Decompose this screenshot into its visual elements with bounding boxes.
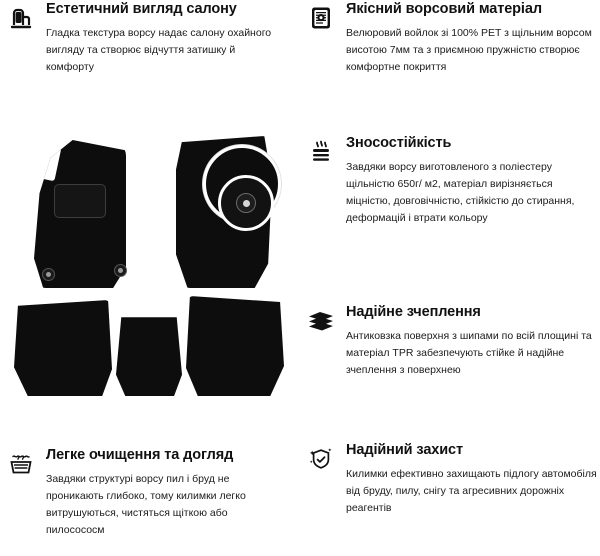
durability-shield-icon — [306, 137, 336, 167]
rear-right-mat — [186, 296, 284, 396]
mat-eyelet-zoomed — [236, 193, 256, 213]
feature-text: Завдяки ворсу виготовленого з поліестеру щільністю 650г/ м2, матеріал вирізняється міцністю, довговічністю, стійкістю до стирання, деформацій і втрати кольору — [346, 160, 575, 225]
driver-mat-heel-pad — [54, 184, 106, 218]
feature-title: Зносостійкість — [346, 135, 452, 151]
feature-block-look — [6, 2, 281, 76]
car-floor-mats-set — [0, 118, 292, 418]
feature-title: Легке очищення та догляд — [46, 447, 234, 463]
mat-eyelet — [42, 268, 55, 281]
sparkle-shield-icon — [306, 444, 336, 474]
feature-title: Якісний ворсовий матеріал — [346, 1, 542, 17]
washing-care-icon — [6, 449, 36, 479]
feature-title: Надійне зчеплення — [346, 304, 481, 320]
feature-text: Завдяки структурі ворсу пил і бруд не проникають глибоко, тому килимки легко витрушуються, чистяться щіткою або пилосососм — [46, 472, 246, 537]
feature-text: Гладка текстура ворсу надає салону охайного вигляду та створює відчуття затишку й комфорту — [46, 26, 272, 74]
feature-text: Велюровий войлок зі 100% PET з щільним ворсом висотою 7мм та з приємною пружністю створює комфортне покриття — [346, 26, 592, 74]
layers-grip-icon — [306, 306, 336, 336]
driver-mat-cutout — [39, 145, 62, 182]
feature-title: Надійний захист — [346, 442, 464, 458]
feature-text: Килимки ефективно захищають підлогу автомобіля від бруду, пилу, снігу та агресивних дорожніх реагентів — [346, 467, 597, 515]
feature-block-material — [306, 2, 598, 76]
feature-block-wear — [306, 136, 598, 227]
feature-block-protect — [306, 443, 598, 517]
fabric-roll-icon — [306, 3, 336, 33]
feature-text: Антиковзка поверхня з шипами по всій площині та матеріал TPR забезпечують стійке й надійне зчеплення з поверхнею — [346, 329, 592, 377]
feature-title: Естетичний вигляд салону — [46, 1, 237, 17]
mat-eyelet — [114, 264, 127, 277]
car-seat-icon — [6, 3, 36, 33]
driver-mat — [34, 140, 126, 288]
feature-block-clean — [6, 448, 286, 539]
feature-block-grip — [306, 305, 598, 379]
rear-left-mat — [14, 300, 112, 396]
rear-center-mat — [116, 314, 182, 396]
